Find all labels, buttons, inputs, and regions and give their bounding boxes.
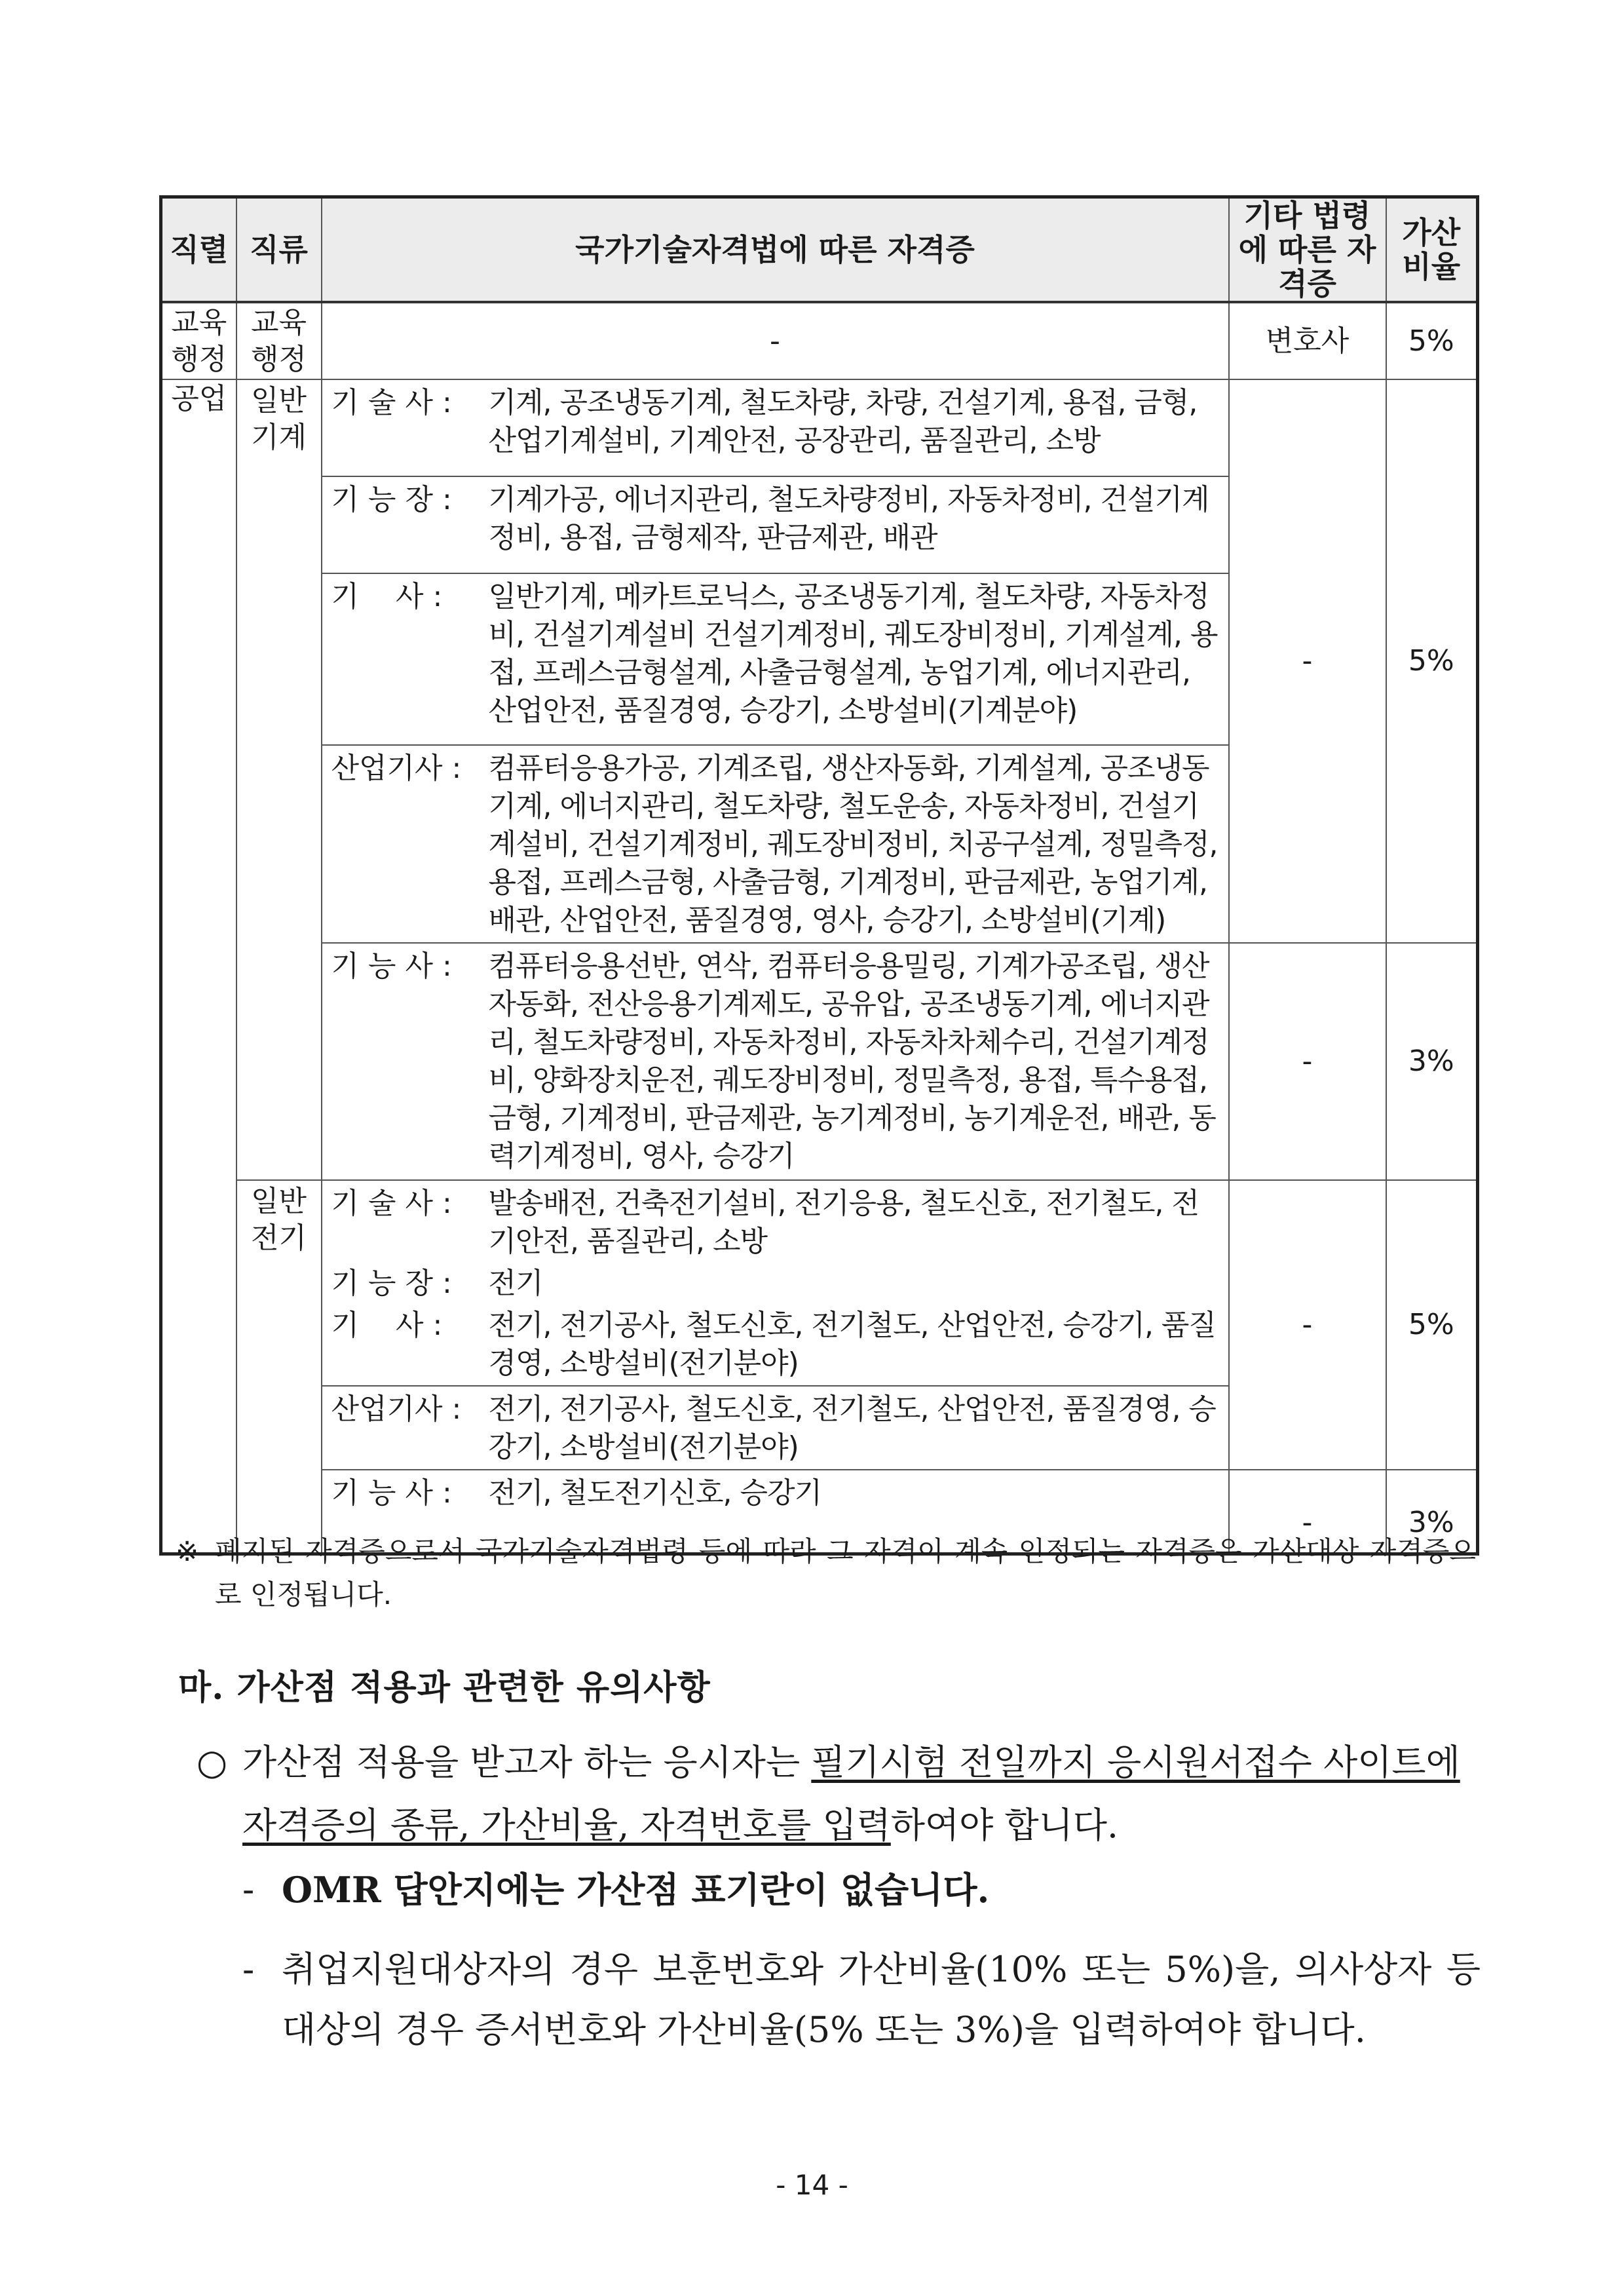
elec-tech-items: 전기, 전기공사, 철도신호, 전기철도, 산업안전, 승강기, 품질경영, 소방설비(전기분야) — [488, 1309, 1216, 1380]
edu-rank: 교육 행정 — [161, 302, 236, 379]
table-row-edu — [161, 302, 1478, 379]
mech-indtech-level: 산업기사 : — [331, 752, 462, 785]
mech-group2-other: - — [1229, 943, 1386, 1180]
edu-national: - — [322, 302, 1229, 379]
table-header-row — [161, 197, 1478, 303]
elec-master-level: 기 능 장 : — [331, 1267, 452, 1300]
mech-eng-level: 기 술 사 : — [331, 386, 452, 419]
header-rate: 가산 비율 — [1386, 197, 1478, 303]
reference-mark-icon: ※ — [176, 1535, 199, 1567]
elec-eng-cell — [322, 1180, 1229, 1264]
mech-group1-other: - — [1229, 379, 1386, 943]
page-number: - 14 - — [776, 2169, 848, 2201]
table-row-mech-craft — [161, 943, 1478, 1180]
dash-mark: - — [242, 1949, 255, 1990]
elec-group1-rate: 5% — [1386, 1180, 1478, 1470]
bullet-text-post: 하여야 합니다. — [890, 1805, 1119, 1846]
mech-group2-rate: 3% — [1386, 943, 1478, 1180]
edu-field: 교육 행정 — [236, 302, 322, 379]
edu-rate: 5% — [1386, 302, 1478, 379]
header-field: 직류 — [236, 197, 322, 303]
elec-group2-other: - — [1229, 1470, 1386, 1554]
elec-indtech-items: 전기, 전기공사, 철도신호, 전기철도, 산업안전, 품질경영, 승강기, 소방설비(전기분야) — [488, 1392, 1216, 1464]
dash-item-input — [242, 1940, 1481, 2060]
ind-rank: 공업 — [161, 379, 236, 1554]
mech-master-level: 기 능 장 : — [331, 483, 452, 516]
mech-craft-level: 기 능 사 : — [331, 949, 452, 983]
mech-indtech-items: 컴퓨터응용가공, 기계조립, 생산자동화, 기계설계, 공조냉동기계, 에너지관리, 철도차량, 철도운송, 자동차정비, 건설기계설비, 건설기계정비, 궤도장비정비, 치공구설계, 정밀측정, 용접, 프레스금형, 사출금형, 기계정비, 판금제관, 농업기계, 배관, 산업안전, 품질경영, 영사, 승강기, 소방설비(기계) — [488, 752, 1218, 937]
bullet-text-pre: 가산점 적용을 받고자 하는 응시자는 — [242, 1742, 812, 1783]
elec-indtech-cell — [322, 1386, 1229, 1470]
elec-eng-items: 발송배전, 건축전기설비, 전기응용, 철도신호, 전기철도, 전기안전, 품질관리, 소방 — [488, 1187, 1199, 1258]
table-row-mech-eng — [161, 379, 1478, 476]
mech-indtech-cell — [322, 745, 1229, 943]
mech-craft-cell — [322, 943, 1229, 1180]
elec-indtech-level: 산업기사 : — [331, 1392, 462, 1426]
circle-bullet-icon: ○ — [197, 1742, 228, 1783]
table-row-elec-eng — [161, 1180, 1478, 1264]
mech-tech-items: 일반기계, 메카트로닉스, 공조냉동기계, 철도차량, 자동차정비, 건설기계설비 건설기계정비, 궤도장비정비, 기계설계, 용접, 프레스금형설계, 사출금형설계, 농업기계, 에너지관리, 산업안전, 품질경영, 승강기, 소방설비(기계분야) — [488, 580, 1218, 727]
qualification-table — [159, 195, 1479, 1556]
header-other: 기타 법령에 따른 자격증 — [1229, 197, 1386, 303]
mech-master-cell — [322, 476, 1229, 573]
bullet-text-underlined: 필기시험 전일까지 응시원서접수 사이트에 자격증의 종류, 가산비율, 자격번호를 입력 — [242, 1742, 1460, 1846]
mech-master-items: 기계가공, 에너지관리, 철도차량정비, 자동차정비, 건설기계정비, 용접, 금형제작, 판금제관, 배관 — [488, 483, 1209, 554]
header-rank: 직렬 — [161, 197, 236, 303]
bullet-text — [242, 1731, 1477, 1857]
section-heading: 마. 가산점 적용과 관련한 유의사항 — [178, 1668, 711, 1708]
header-national: 국가기술자격법에 따른 자격증 — [322, 197, 1229, 303]
dash-item-omr — [242, 1860, 1481, 1920]
elec-craft-items: 전기, 철도전기신호, 승강기 — [488, 1476, 821, 1510]
mech-eng-items: 기계, 공조냉동기계, 철도차량, 차량, 건설기계, 용접, 금형, 산업기계설비, 기계안전, 공장관리, 품질관리, 소방 — [488, 386, 1198, 457]
dash-input-text: 취업지원대상자의 경우 보훈번호와 가산비율(10% 또는 5%)을, 의사상자 등 대상의 경우 증서번호와 가산비율(5% 또는 3%)을 입력하여야 합니다. — [282, 1949, 1481, 2050]
table-footnote — [176, 1530, 1476, 1617]
mech-eng-cell — [322, 379, 1229, 476]
dash-mark: - — [242, 1869, 255, 1910]
mech-tech-cell — [322, 573, 1229, 745]
mech-tech-level: 기 사 : — [331, 580, 443, 613]
edu-other: 변호사 — [1229, 302, 1386, 379]
elec-tech-cell — [322, 1306, 1229, 1386]
elec-craft-level: 기 능 사 : — [331, 1476, 452, 1510]
elec-eng-level: 기 술 사 : — [331, 1187, 452, 1220]
footnote-text: 폐지된 자격증으로서 국가기술자격법령 등에 따라 그 자격이 계속 인정되는 자격증은 가산대상 자격증으로 인정됩니다. — [215, 1535, 1476, 1611]
mech-craft-items: 컴퓨터응용선반, 연삭, 컴퓨터응용밀링, 기계가공조립, 생산자동화, 전산응용기계제도, 공유압, 공조냉동기계, 에너지관리, 철도차량정비, 자동차정비, 자동차차체수리, 건설기계정비, 양화장치운전, 궤도장비정비, 정밀측정, 용접, 특수용접, 금형, 기계정비, 판금제관, 농기계정비, 농기계운전, 배관, 동력기계정비, 영사, 승강기 — [488, 949, 1216, 1173]
mech-group1-rate: 5% — [1386, 379, 1478, 943]
elec-group2-rate: 3% — [1386, 1470, 1478, 1554]
mech-field: 일반 기계 — [236, 379, 322, 1180]
elec-group1-other: - — [1229, 1180, 1386, 1470]
elec-tech-level: 기 사 : — [331, 1309, 443, 1342]
elec-master-cell — [322, 1264, 1229, 1306]
dash-omr-text: OMR 답안지에는 가산점 표기란이 없습니다. — [282, 1869, 990, 1911]
elec-master-items: 전기 — [488, 1267, 543, 1300]
bullet-item — [197, 1731, 1477, 1857]
elec-field: 일반 전기 — [236, 1180, 322, 1554]
